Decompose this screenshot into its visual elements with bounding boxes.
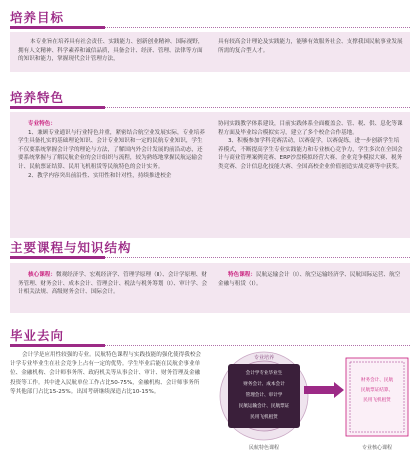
result-box-item: 财务会计、民航 [360, 378, 394, 383]
section-title-career: 毕业去向 [10, 328, 65, 343]
career-diagram [206, 350, 412, 454]
section-title-goal: 培养目标 [10, 10, 65, 25]
features-p1: 1、兼顾专业通识与行业特色并重，紧密结合航空业发展实际，专业培养学生具备扎实的基础理论知识、会计专业知识和一定的民航专业知识，学生不仅要系统掌握会计学的理论与方法，了解国内外会计发展的前沿动态，还要系统掌握与了解民航企业的会计组织与流程，较为熟练地掌握民航运输会计、民航票证结算、民用飞机租赁等民航特色的会计实务。 [18, 129, 205, 170]
ring-label-top: 专业培养 [254, 355, 275, 361]
result-box-list [352, 376, 402, 406]
courses-box [10, 263, 410, 313]
result-box-item: 民航票证结算、 [360, 388, 394, 393]
inner-box-item: 管理会计、审计学 [245, 393, 283, 398]
features-p2: 2、教学内容突出前沿性、实用性和针对性，持续推进校企 [28, 172, 172, 179]
features-left [18, 120, 208, 180]
inner-box-item: 财务会计、成本会计 [243, 382, 285, 387]
features-lead: 专业特色： [28, 121, 56, 127]
feature-courses-lead: 特色课程： [228, 272, 256, 278]
feature-courses-text: 民航运输会计（Ⅰ）、航空运输经济学、民航国际运营、航空金融与租赁（Ⅰ）。 [218, 272, 401, 287]
core-courses [18, 271, 208, 297]
arrow-right-icon [304, 382, 344, 398]
features-p3: 协同实践教学体系建设，目前实践体系全面覆盖会、管、税、供、息化等课程方面及毕业综合模拟实习，建立了多个校企合作基地。 [218, 121, 403, 136]
inner-box-item: 民用飞机租赁 [250, 415, 278, 420]
features-box [10, 112, 410, 238]
core-courses-text: 微观经济学、宏观经济学、管理学原理（Ⅱ）、会计学原理、财务管理、财务会计、成本会计、管理会计、税法与税务筹划（Ⅰ）、审计学、会计相关法规、高级财务会计、国际会计。 [18, 272, 208, 296]
inner-box-item: 会计学专业毕业生 [245, 371, 283, 376]
inner-box-item: 民航运输会计、民航票证 [238, 404, 290, 409]
goal-left-text: 本专业旨在培养具有社会责任、实践能力、创新创业精神、国际视野，拥有人文精神、科学素养和诚信品质，具备会计、经济、管理、法律等方面的知识和能力，掌握现代会计管理方法， [18, 39, 204, 63]
section-bar [10, 106, 105, 109]
section-bar [10, 256, 105, 259]
caption-left: 民航特色课程 [248, 445, 279, 451]
caption-right: 专业核心课程 [361, 445, 392, 451]
feature-courses [218, 271, 404, 288]
section-title-courses: 主要课程与知识结构 [10, 240, 132, 255]
section-bar [10, 344, 105, 347]
inner-box-list [232, 368, 296, 423]
section-bar [10, 26, 105, 29]
goal-box [10, 32, 410, 72]
section-title-features: 培养特色 [10, 90, 65, 105]
features-right [218, 120, 404, 172]
career-text: 会计学是应用性较强的专业。民航特色课程与实践技能的强化使得我校会计学专业毕业生在社会竞争上占有一定的优势。学生毕业后能在民航企事业单位、金融机构、会计师事务所、政府机关等从事会计、审计、财务管理及金融投资等工作。其中进入民航单位工作占比50-75%，金融机构、会计师事务所等其他部门占比15-25%。出国考研继续深造占比10-15%。 [10, 352, 202, 395]
features-p4: 3、积极参加学科竞赛活动，以赛促学，以赛促练，进一步创新学生培养模式，不断提高学生专业实践能力和专业核心竞争力，学生多次在全国会计与商业管理案例竞赛、ERP沙盘模拟经营大赛、企业竞争模拟大赛、税务类竞赛、会计信息化技能大赛、全国高校企业价值创造实战竞赛等中获奖。 [218, 138, 403, 170]
core-courses-lead: 核心课程： [28, 272, 56, 278]
goal-right-text: 具有较高会计理论及实践能力，能够有效服务社会、支撑我国民航事业发展所需的复合型人才。 [218, 39, 403, 54]
result-box-item: 民用飞机租赁 [363, 398, 391, 403]
